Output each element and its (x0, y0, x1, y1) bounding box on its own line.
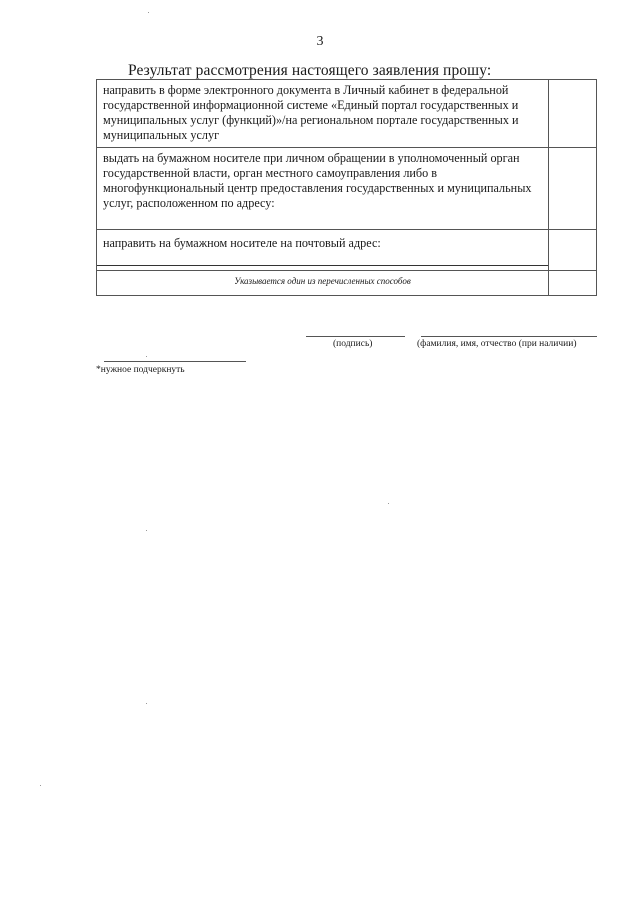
full-name-line[interactable] (421, 336, 597, 337)
option-in-person-checkbox[interactable] (549, 148, 597, 230)
scan-speck (146, 530, 147, 531)
scan-speck (388, 503, 389, 504)
option-in-person-text: выдать на бумажном носителе при личном обращении в уполномоченный орган государственной власти, орган местного самоуправления либо в многофункциональный центр предоставления государственных и муниципальных услуг, расположенном по адресу: (97, 148, 549, 230)
scan-speck (146, 356, 147, 357)
footnote: *нужное подчеркнуть (96, 365, 185, 375)
page-number: 3 (316, 34, 324, 49)
option-postal-cell (97, 230, 549, 271)
signature-line[interactable] (306, 336, 405, 337)
table-row (97, 148, 597, 230)
form-heading: Результат рассмотрения настоящего заявления прошу: (128, 62, 492, 79)
delivery-options-table (96, 79, 597, 296)
options-note-empty-cell (549, 271, 597, 296)
scan-speck (146, 703, 147, 704)
table-row (97, 271, 597, 296)
signature-label: (подпись) (333, 339, 373, 349)
footnote-divider (104, 361, 246, 362)
option-electronic-checkbox[interactable] (549, 80, 597, 148)
full-name-label: (фамилия, имя, отчество (при наличии) (417, 339, 577, 349)
options-note: Указывается один из перечисленных способов (97, 271, 549, 296)
scan-speck (148, 12, 149, 13)
table-row (97, 80, 597, 148)
option-postal-checkbox[interactable] (549, 230, 597, 271)
postal-address-line[interactable] (97, 265, 548, 266)
option-electronic-text: направить в форме электронного документа в Личный кабинет в федеральной государственной информационной системе «Единый портал государственных и муниципальных услуг (функций)»/на региональном портале государственных и муниципальных услуг (97, 80, 549, 148)
scan-speck (40, 785, 41, 786)
option-postal-text: направить на бумажном носителе на почтовый адрес: (103, 236, 381, 250)
table-row (97, 230, 597, 271)
